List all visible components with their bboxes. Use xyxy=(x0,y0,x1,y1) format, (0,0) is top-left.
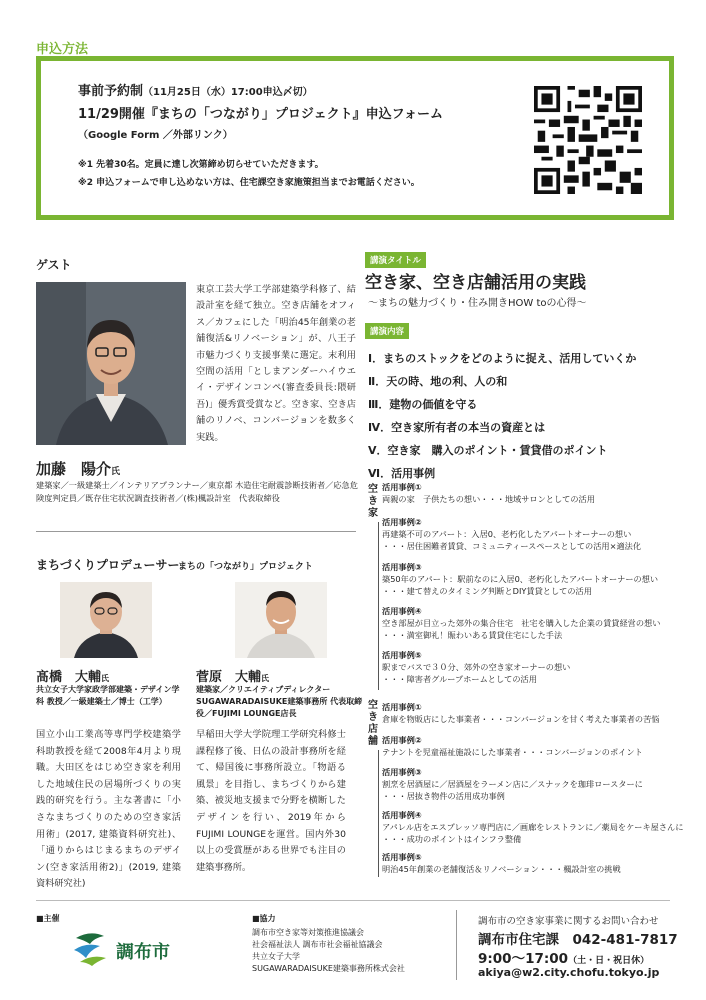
producer-subheading: まちの「つながり」プロジェクト xyxy=(178,562,313,572)
case-line: ・・・成功のポイントはインフラ整備 xyxy=(382,834,522,844)
sugawara-name xyxy=(196,666,269,685)
footer-divider xyxy=(36,900,670,901)
apply-heading: 申込方法 xyxy=(36,42,89,57)
takahashi-honorific: 氏 xyxy=(101,674,110,683)
sugawara-honorific: 氏 xyxy=(261,674,270,683)
lecture-item: Ⅲ．建物の価値を守る xyxy=(368,398,478,411)
akitenpo-bracket-line xyxy=(378,750,379,877)
apply-note-1: ※1 先着30名。定員に達し次第締め切らせていただきます。 xyxy=(78,160,324,170)
case-line: 再建築不可のアパート：入居0、老朽化したアパートオーナーの想い xyxy=(382,529,632,539)
coop-item: SUGAWARADAISUKE建築事務所株式会社 xyxy=(252,964,405,973)
lecture-item: Ⅱ．天の時、地の利、人の和 xyxy=(368,375,508,388)
takahashi-name-text: 髙橋 大輔 xyxy=(36,670,102,685)
coop-list xyxy=(252,927,405,975)
producer-heading: まちづくりプロデューサー xyxy=(36,558,180,572)
case-line: ・・・建て替えのタイミング判断とDIY賃貸としての活用 xyxy=(382,586,592,596)
case-item xyxy=(382,481,595,505)
case-title: 活用事例② xyxy=(382,517,422,527)
guest-titles: 建築家／一級建築士／インテリアプランナー／東京都 木造住宅耐震診断技術者／応急危険度判定員／既存住宅状況調査技術者／(株)楓設計室 代表取締役 xyxy=(36,480,358,503)
akiya-bracket-line xyxy=(378,522,379,690)
case-line: ・・・居抜き物件の活用成功事例 xyxy=(382,791,505,801)
sugawara-photo xyxy=(235,582,327,658)
contact-heading: 調布市の空き家事業に関するお問い合わせ xyxy=(478,916,659,927)
akiya-vertical-label: 空き家 xyxy=(368,484,378,519)
apply-form-link[interactable]: （Google Form ／外部リンク） xyxy=(78,130,233,141)
case-item xyxy=(382,516,641,552)
case-item xyxy=(382,605,660,641)
sponsor-label: ■主催 xyxy=(36,914,60,923)
guest-bio: 東京工芸大学工学部建築学科修了、結設計室を経て独立。空き店舗をオフィス／カフェにした「明治45年創業の老舗復活&リノベーション」が、八王子市魅力づくり支援事業に選定。末利用空間の活用「としまアンダーハイウエイ・デザインコンペ(審査委員長:隈研吾)」優秀賞受賞など。空き家、空き店舗のリノベ、コンバージョンを数多く実践。 xyxy=(196,284,356,443)
case-title: 活用事例③ xyxy=(382,562,422,572)
contact-hours-time: 9:00～17:00 xyxy=(478,951,569,967)
takahashi-name xyxy=(36,666,109,685)
footer-separator xyxy=(456,910,457,980)
contact-email[interactable]: akiya@w2.city.chofu.tokyo.jp xyxy=(478,966,660,979)
coop-item: 共立女子大学 xyxy=(252,952,300,961)
case-line: 空き部屋が目立った郊外の集合住宅 社宅を購入した企業の賃貸経営の想い xyxy=(382,618,661,628)
section-divider xyxy=(36,531,356,532)
case-line: 両親の家 子供たちの想い・・・地域サロンとしての活用 xyxy=(382,494,595,504)
lecture-item: Ⅳ．空き家所有者の本当の資産とは xyxy=(368,421,546,434)
case-title: 活用事例④ xyxy=(382,606,422,616)
contact-phone[interactable]: 調布市住宅課 042-481-7817 xyxy=(478,932,678,948)
case-line: 築50年のアパート：駅前なのに入居0、老朽化したアパートオーナーの想い xyxy=(382,574,659,584)
coop-label: ■協力 xyxy=(252,914,276,923)
contact-hours xyxy=(478,947,649,967)
lecture-item: Ⅰ．まちのストックをどのように捉え、活用していくか xyxy=(368,352,637,365)
case-item xyxy=(382,701,659,725)
sugawara-name-text: 菅原 大輔 xyxy=(196,670,262,685)
lecture-title-tag: 講演タイトル xyxy=(365,252,426,268)
sugawara-bio: 早稲田大学大学院理工学研究科修士課程修了後、日仏の設計事務所を経て、帰国後に事務所設立。「物語る風景」を目指し、まちづくりから建築、被災地支援まで分野を横断したデザインを行い、2019年からFUJIMI LOUNGEを運営。国内外30以上の受賞歴がある世界でも注目の建築事務所。 xyxy=(196,729,346,873)
takahashi-photo xyxy=(60,582,152,658)
case-title: 活用事例② xyxy=(382,735,422,745)
lecture-title: 空き家、空き店舗活用の実践 xyxy=(365,273,586,293)
lecture-content-tag: 講演内容 xyxy=(365,323,409,339)
case-line: 明治45年創業の老舗復活＆リノベーション・・・楓設計室の挑戦 xyxy=(382,864,621,874)
guest-name-text: 加藤 陽介 xyxy=(36,460,112,478)
guest-heading: ゲスト xyxy=(36,258,72,272)
case-title: 活用事例⑤ xyxy=(382,852,422,862)
takahashi-bio: 国立小山工業高等専門学校建築学科助教授を経て2008年4月より現職。大田区をはじめ空き家を利用した地域住民の居場所づくりの実践的研究を行う。主な著書に「小さなまちづくりのための空き家活用術」(2017, 建築資料研究社)、「通りからはじまるまちのデザイン(空き家活用術2)」(2019, 建築資料研究社) xyxy=(36,729,181,890)
coop-item: 調布市空き家等対策推進協議会 xyxy=(252,928,364,937)
coop-item: 社会福祉法人 調布市社会福祉協議会 xyxy=(252,940,383,949)
case-title: 活用事例⑤ xyxy=(382,650,422,660)
apply-note-2: ※2 申込フォームで申し込めない方は、住宅課空き家施策担当までお電話ください。 xyxy=(78,178,420,188)
case-title: 活用事例③ xyxy=(382,767,422,777)
guest-honorific: 氏 xyxy=(111,467,121,477)
case-title: 活用事例① xyxy=(382,482,422,492)
apply-reservation-line xyxy=(78,80,313,99)
case-line: 割烹を居酒屋に／居酒屋をラーメン店に／スナックを珈琲ロースターに xyxy=(382,779,643,789)
case-line: ・・・居住困難者賃貸、コミュニティースペースとしての活用×適法化 xyxy=(382,541,642,551)
guest-name xyxy=(36,458,120,479)
chofu-city-logo-icon xyxy=(70,928,110,968)
case-item xyxy=(382,766,643,802)
contact-hours-note: （土・日・祝日休） xyxy=(568,956,650,966)
case-item xyxy=(382,561,658,597)
case-line: 駅までバスで３０分、郊外の空き家オーナーの想い xyxy=(382,662,571,672)
case-item xyxy=(382,649,570,685)
qr-code-icon[interactable] xyxy=(534,86,642,194)
sugawara-title: 建築家／クリエイティブディレクター SUGAWARADAISUKE建築事務所 代表取締役／FUJIMI LOUNGE店長 xyxy=(196,685,363,718)
case-line: テナントを児童福祉施設にした事業者・・・コンバージョンのポイント xyxy=(382,747,643,757)
lecture-item: Ⅵ．活用事例 xyxy=(368,467,436,480)
case-line: 倉庫を物販店にした事業者・・・コンバージョンを甘く考えた事業者の苦悩 xyxy=(382,714,660,724)
case-line: アパレル店をエスプレッソ専門店に／画廊をレストランに／薬局をケーキ屋さんに xyxy=(382,822,684,832)
guest-photo xyxy=(36,282,186,445)
case-title: 活用事例① xyxy=(382,702,422,712)
case-item xyxy=(382,734,643,758)
akitenpo-vertical-label: 空き店舗 xyxy=(368,700,378,747)
sponsor-name: 調布市 xyxy=(116,942,170,963)
lecture-item: Ⅴ．空き家 購入のポイント・賃貸借のポイント xyxy=(368,444,608,457)
case-item xyxy=(382,809,683,845)
case-title: 活用事例④ xyxy=(382,810,422,820)
case-line: ・・・障害者グループホームとしての活用 xyxy=(382,674,537,684)
case-item xyxy=(382,851,621,875)
lecture-subtitle: ～まちの魅力づくり・住み開きHOW toの心得～ xyxy=(368,298,587,309)
deadline-text: （11月25日（水）17:00申込〆切） xyxy=(143,87,313,98)
apply-form-title[interactable]: 11/29開催『まちの「つながり」プロジェクト』申込フォーム xyxy=(78,107,444,122)
case-line: ・・・満室御礼！賑わいある賃貸住宅にした手法 xyxy=(382,630,563,640)
reservation-label: 事前予約制 xyxy=(78,84,144,99)
takahashi-title: 共立女子大学家政学部建築・デザイン学科 教授／一級建築士／博士（工学） xyxy=(36,685,180,706)
